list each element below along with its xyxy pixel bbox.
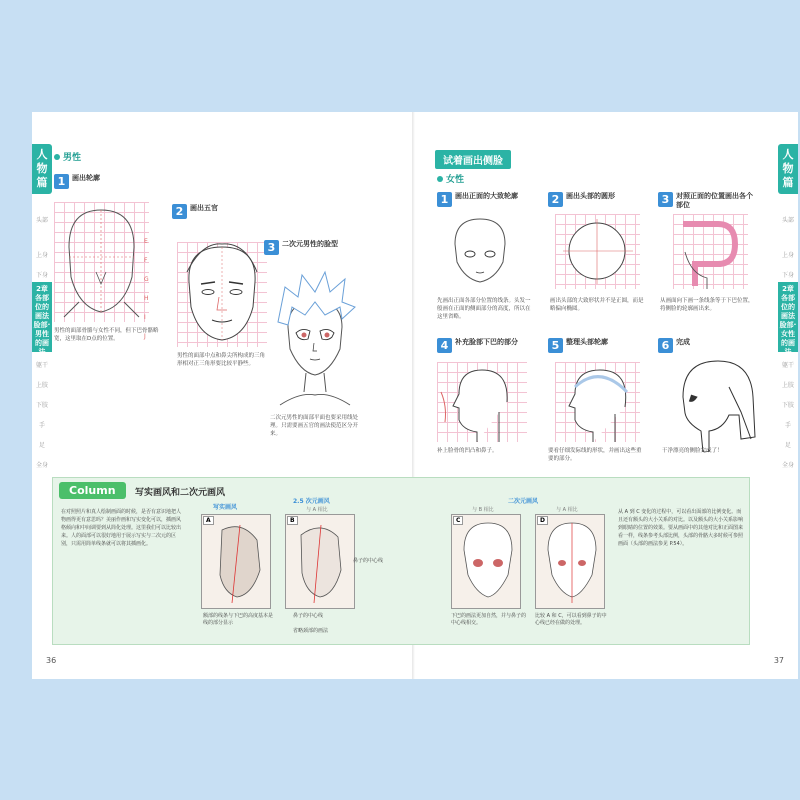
- chin-profile-icon: [437, 362, 527, 442]
- column-box: [52, 477, 750, 645]
- profile-placement-icon: [673, 214, 748, 289]
- step-1-caption: 男性的面部骨骼与女性不同，但下巴骨骼略宽，这里取在D点的位置。: [54, 328, 159, 342]
- step-2: [548, 192, 615, 207]
- style-d-image: [535, 507, 605, 609]
- semi-realistic-head-icon: [286, 515, 354, 608]
- column-right-text: 从 A 到 C 变化的过程中，可以看出面部的比例变化。而且还有额头的大小关系的对比。以及额头的大小关系影响到眼睛的位置的效果。要从画面中的其他对比和正面图来看一样，线条参考头部比例，头部的骨骼大多时候可参照画面（头部的画法参见 P.54）。: [618, 509, 744, 547]
- mark-h: H: [144, 295, 149, 302]
- mark-e: E: [144, 238, 148, 245]
- anime-head-compare-icon: [536, 515, 604, 608]
- male-head-features-icon: [177, 242, 267, 347]
- side-tab-character[interactable]: 人物篇: [32, 144, 52, 194]
- step-2: [172, 204, 218, 219]
- style-tag: B: [287, 516, 298, 525]
- female-front-sketch: [443, 214, 518, 289]
- side-index-item[interactable]: 头部: [781, 217, 794, 224]
- step-6: [658, 338, 690, 353]
- head-outline-sketch: [555, 362, 640, 442]
- mark-g: G: [144, 276, 149, 283]
- step-6-caption: 干净漂亮的侧脸完成了！: [662, 448, 723, 454]
- style-a-image: [201, 514, 271, 609]
- step-1: [54, 174, 100, 189]
- step-title: 补充脸部下巴的部分: [455, 338, 518, 346]
- chapter-tab[interactable]: 2章 各部位的画法 脸部·女性的画法: [778, 282, 798, 352]
- style-b-image: [285, 507, 355, 609]
- step-1: [437, 192, 518, 207]
- bullet-icon: [54, 154, 60, 160]
- step-title: 完成: [676, 338, 690, 346]
- side-index-item[interactable]: 全身: [35, 462, 48, 469]
- head-outline-icon: [555, 362, 640, 442]
- side-index-item[interactable]: 足: [38, 442, 45, 449]
- side-index-item[interactable]: 全身: [781, 462, 794, 469]
- male-head-outline-icon: [54, 202, 149, 322]
- anime-male-head-icon: [270, 267, 360, 407]
- column-title: 写实画风和二次元画风: [135, 488, 226, 498]
- step-4-caption: 补上脸骨的凹凸和鼻子。: [437, 448, 498, 454]
- note-2: 鼻子的中心线: [293, 613, 324, 619]
- step-number: 1: [437, 192, 452, 207]
- step-title: 画出轮廓: [72, 174, 100, 182]
- step-3-caption: 二次元男性的面部平面也要采用线处理。只需要画五官的画法使范区分开来。: [270, 415, 359, 437]
- side-index-item[interactable]: 上肢: [35, 382, 48, 389]
- step-number: 2: [548, 192, 563, 207]
- step-4: [437, 338, 518, 353]
- step-title: 画出五官: [190, 204, 218, 212]
- side-index-item[interactable]: 下身: [35, 272, 48, 279]
- column-left-text: 在对照照片和真人绘制画面的时候，是否有意识地把人物画得更有意思吗？美丽作画和写实变化可以，插画风格倾向和中间调要到从简化处理。这里我们可以比较出来。人的面部可以很好地用于展示写实与二次元的区别，只需用简单线条就可以将其插画化。: [61, 509, 182, 547]
- side-index-item[interactable]: 上身: [35, 252, 48, 259]
- step-number: 3: [264, 240, 279, 255]
- style-label-realistic: 写实画风: [213, 504, 238, 511]
- side-index-item[interactable]: 躯干: [781, 362, 794, 369]
- side-index-item[interactable]: 手: [784, 422, 791, 429]
- note-3: 省略颈部的画法: [293, 628, 329, 634]
- section-heading-female: 女性: [437, 172, 464, 185]
- side-index-item[interactable]: 手: [38, 422, 45, 429]
- note-5: 比较 A 和 C，可以看到鼻子的中心线已经在做的处理。: [535, 613, 607, 626]
- step-1-caption: 先画出正面各部分位置的线条。头发一般画在正面的侧面部分的高度，所以在这里省略。: [437, 298, 531, 320]
- proportion-marks: [144, 232, 166, 346]
- step-5-caption: 要看仔细发际线的形状，并画出这些重要的部分。: [548, 448, 642, 462]
- anime-head-icon: [452, 515, 520, 608]
- finished-profile-icon: [673, 357, 758, 452]
- side-tab-character[interactable]: 人物篇: [778, 144, 798, 194]
- step-title: 画出正面的大致轮廓: [455, 192, 518, 200]
- side-index-item[interactable]: 足: [784, 442, 791, 449]
- section-banner: 试着画出侧脸: [435, 150, 511, 169]
- bullet-icon: [437, 176, 443, 182]
- mark-i: I: [144, 314, 146, 321]
- step-title: 对照正面的位置画出各个部位: [676, 192, 753, 209]
- side-index-item[interactable]: 上身: [781, 252, 794, 259]
- step-title: 整理头部轮廓: [566, 338, 608, 346]
- anime-male-sketch: [270, 267, 360, 407]
- step-title: 画出头部的圆形: [566, 192, 615, 200]
- style-c-image: [451, 507, 521, 609]
- page-number: 36: [46, 656, 57, 665]
- finished-profile-sketch: [673, 357, 758, 452]
- note-1: 额部的线条与下巴的高度基本是线的部分显示: [203, 613, 274, 626]
- style-sub: 与 A 相比: [306, 507, 328, 513]
- side-index-item[interactable]: 下肢: [35, 402, 48, 409]
- step-2-caption: 男性的面部中点和鼻尖所构成的三角形相对正三角形要比较平静些。: [177, 353, 266, 367]
- mark-f: F: [144, 257, 148, 264]
- step-title: 二次元男性的脸型: [282, 240, 338, 248]
- step-number: 3: [658, 192, 673, 207]
- note-0: 鼻子的中心线: [353, 558, 384, 564]
- step-number: 2: [172, 204, 187, 219]
- step-number: 1: [54, 174, 69, 189]
- style-tag: C: [453, 516, 463, 525]
- step-5: [548, 338, 608, 353]
- side-index-item[interactable]: 躯干: [35, 362, 48, 369]
- style-sub: 与 A 相比: [556, 507, 578, 513]
- side-index-item[interactable]: 头部: [35, 217, 48, 224]
- style-tag: A: [203, 516, 214, 525]
- page-number: 37: [773, 656, 784, 665]
- female-front-head-icon: [443, 214, 518, 289]
- male-outline-sketch: [54, 202, 149, 322]
- chapter-tab[interactable]: 2章 各部位的画法 脸部·男性的画法: [32, 282, 52, 352]
- mark-j: J: [144, 333, 146, 340]
- side-index-item[interactable]: 上肢: [781, 382, 794, 389]
- style-label-anime: 二次元画风: [508, 498, 539, 505]
- column-label: Column: [59, 482, 126, 499]
- realistic-head-icon: [202, 515, 270, 608]
- chin-profile-sketch: [437, 362, 527, 442]
- style-tag: D: [537, 516, 548, 525]
- step-3: [658, 192, 756, 210]
- step-number: 5: [548, 338, 563, 353]
- step-3-caption: 从画面向下画一条线条等于下巴位置，将侧脸的轮廓画出来。: [660, 298, 754, 312]
- note-4: 下巴的画法更加自然，并与鼻子的中心线相交。: [451, 613, 527, 626]
- male-features-sketch: [177, 242, 267, 347]
- profile-placement-sketch: [673, 214, 748, 289]
- head-circle-icon: [555, 214, 640, 289]
- step-number: 6: [658, 338, 673, 353]
- step-3: [264, 240, 338, 255]
- head-circle-sketch: [555, 214, 640, 289]
- step-number: 4: [437, 338, 452, 353]
- section-heading-male: 男性: [54, 150, 81, 163]
- step-2-caption: 画出头部的大致形状并不是正圆，而是略偏向椭圆。: [550, 298, 644, 312]
- style-label-2-5d: 2.5 次元画风: [293, 498, 330, 505]
- style-sub: 与 B 相比: [472, 507, 494, 513]
- side-index-item[interactable]: 下身: [781, 272, 794, 279]
- side-index-item[interactable]: 下肢: [781, 402, 794, 409]
